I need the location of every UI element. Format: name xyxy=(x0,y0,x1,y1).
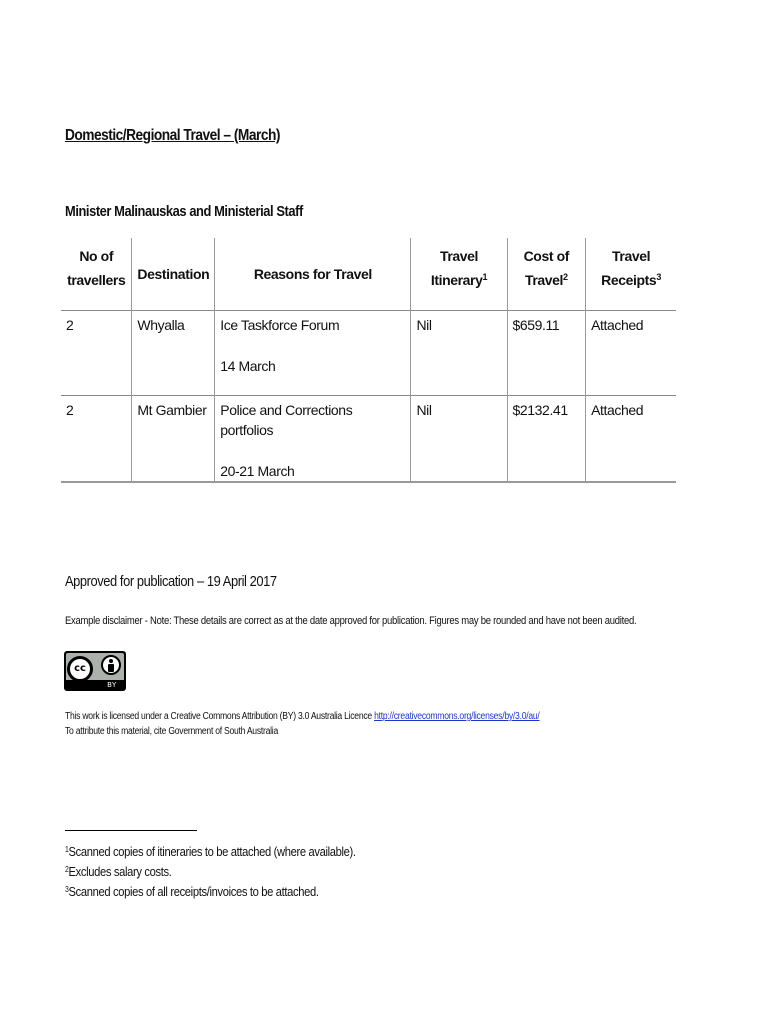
cell-destination: Whyalla xyxy=(132,310,215,395)
disclaimer-text: Example disclaimer - Note: These details are correct as at the date approved for publication. Figures may be rounded and have not been audited. xyxy=(65,615,637,627)
footnote-item: $^1$Scanned copies of itineraries to be attached (where available). xyxy=(65,844,356,859)
footnote-ref: 3 xyxy=(656,272,661,282)
cell-itinerary: Nil xyxy=(411,395,507,482)
footnote-number: 1 xyxy=(65,845,69,854)
reason-date: 20-21 March xyxy=(220,462,295,479)
reason-text: Police and Corrections portfolios xyxy=(220,401,353,438)
by-label: BY xyxy=(107,681,117,689)
creative-commons-by-badge[interactable] xyxy=(64,651,126,691)
license-text: This work is licensed under a Creative Commons Attribution (BY) 3.0 Australia Licence xyxy=(65,711,375,722)
header-reasons: Reasons for Travel xyxy=(215,238,411,310)
header-receipts: Travel Receipts$^3$ xyxy=(586,238,676,310)
table-row xyxy=(61,310,676,395)
travel-table xyxy=(61,238,676,483)
cell-reason xyxy=(215,310,411,395)
cc-icon: cc xyxy=(67,656,93,682)
cell-travellers: 2 xyxy=(61,310,132,395)
cell-travellers: 2 xyxy=(61,395,132,482)
header-destination: Destination xyxy=(132,238,215,310)
license-link[interactable]: http://creativecommons.org/licenses/by/3.0/au/ xyxy=(374,711,540,722)
reason-text: Ice Taskforce Forum xyxy=(220,316,340,333)
cell-cost: $2132.41 xyxy=(507,395,586,482)
document-title: Domestic/Regional Travel – (March) xyxy=(65,127,280,144)
footnote-item: $^2$Excludes salary costs. xyxy=(65,864,172,879)
header-itinerary: Travel Itinerary$^1$ xyxy=(411,238,507,310)
cell-cost: $659.11 xyxy=(507,310,586,395)
footnote-item: $^3$Scanned copies of all receipts/invoices to be attached. xyxy=(65,884,319,899)
attribution-text: To attribute this material, cite Government of South Australia xyxy=(65,726,278,737)
cell-destination: Mt Gambier xyxy=(132,395,215,482)
license-notice xyxy=(65,709,540,739)
footnote-ref: 1 xyxy=(482,272,488,282)
header-travellers: No of travellers xyxy=(61,238,132,310)
attribution-person-icon xyxy=(101,655,121,675)
table-row xyxy=(61,395,676,482)
table-header-row xyxy=(61,238,676,310)
section-heading: Minister Malinauskas and Ministerial Staff xyxy=(65,203,303,220)
cell-reason xyxy=(215,395,411,482)
footnote-number: 2 xyxy=(65,865,69,874)
reason-date: 14 March xyxy=(220,357,276,374)
footnote-separator xyxy=(65,830,197,831)
footnote-ref: 2 xyxy=(563,272,568,282)
cell-itinerary: Nil xyxy=(411,310,507,395)
header-cost: Cost of Travel$^2$ xyxy=(507,238,586,310)
approval-date: Approved for publication – 19 April 2017 xyxy=(65,573,277,590)
cell-receipts: Attached xyxy=(586,395,676,482)
footnote-number: 3 xyxy=(65,885,69,894)
footnotes xyxy=(65,842,356,902)
cell-receipts: Attached xyxy=(586,310,676,395)
